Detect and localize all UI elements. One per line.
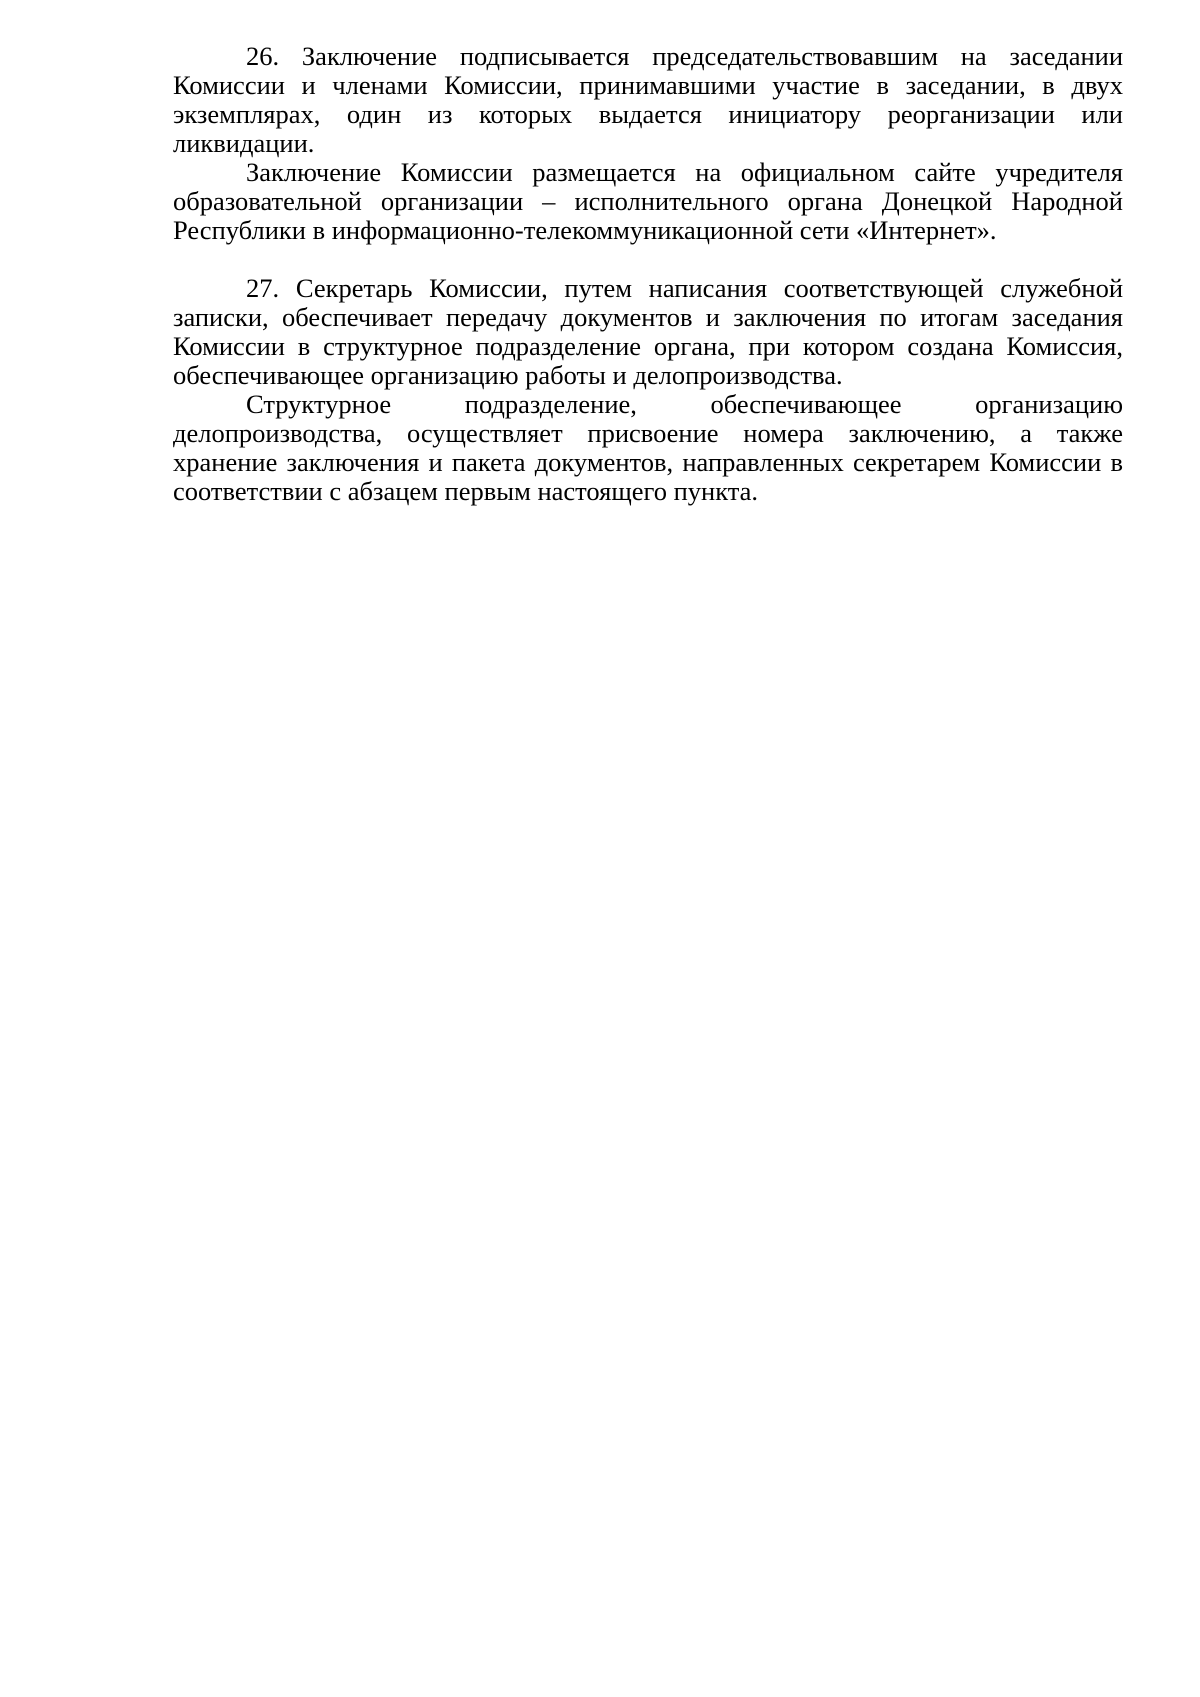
paragraph-26-signing: 26. Заключение подписывается председательствовавшим на заседании Комиссии и членами Комиссии, принимавшими участие в заседании, в двух экземплярах, один из которых выдается инициатору реорганизации или ликвидации. xyxy=(173,41,1123,158)
paragraph-26-publication: Заключение Комиссии размещается на официальном сайте учредителя образовательной организации – исполнительного органа Донецкой Народной Республики в информационно-телекоммуникационной сети «Интернет». xyxy=(173,157,1123,245)
paragraph-gap xyxy=(173,245,1123,274)
paragraph-27-transfer: 27. Секретарь Комиссии, путем написания соответствующей служебной записки, обеспечивает передачу документов и заключения по итогам заседания Комиссии в структурное подразделение органа, при котором создана Комиссия, обеспечивающее организацию работы и делопроизводства. xyxy=(173,273,1123,390)
document-body xyxy=(173,42,1123,506)
paragraph-27-storage: Структурное подразделение, обеспечивающее организацию делопроизводства, осуществляет присвоение номера заключению, а также хранение заключения и пакета документов, направленных секретарем Комиссии в соответствии с абзацем первым настоящего пункта. xyxy=(173,389,1123,506)
